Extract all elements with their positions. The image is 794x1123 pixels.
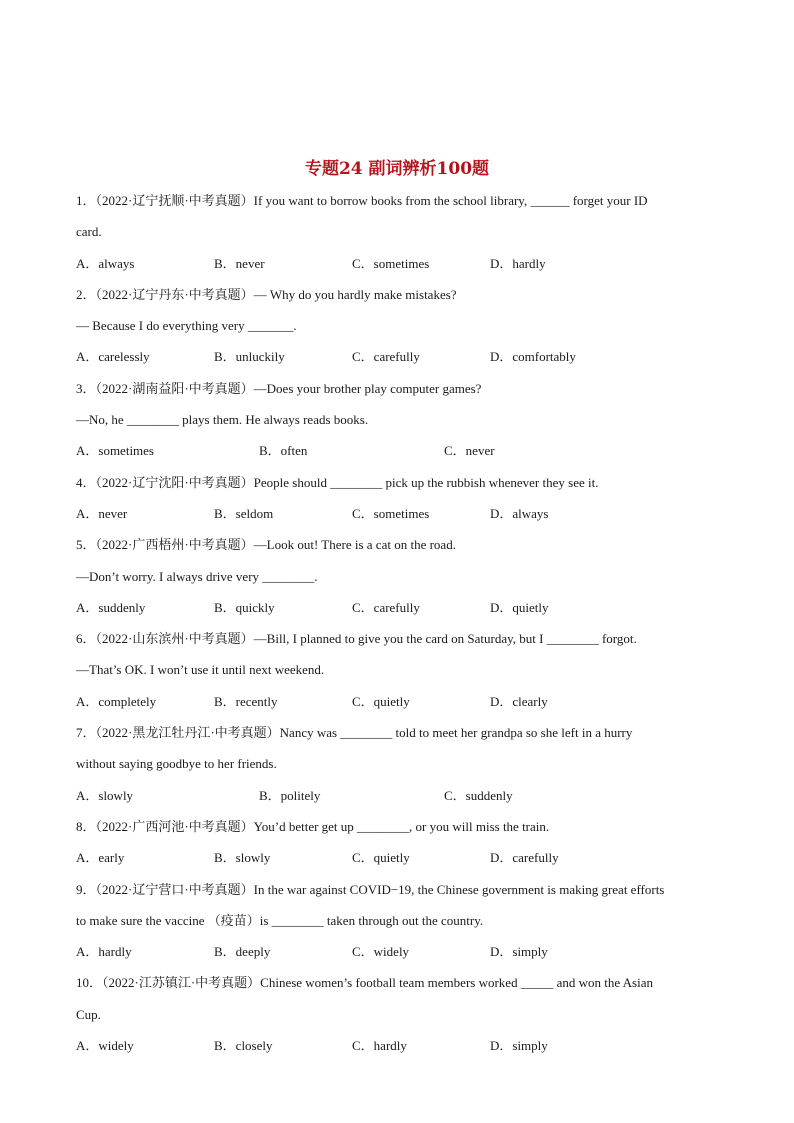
answer-options: [76, 780, 716, 811]
question-line: —No, he ________ plays them. He always reads books.: [76, 412, 369, 428]
option-c: C．widely: [352, 944, 410, 960]
question-stem: 2．（2022·辽宁丹东·中考真题）— Why do you hardly make mistakes?: [76, 286, 457, 302]
question-line: to make sure the vaccine （疫苗）is ________ taken through out the country.: [76, 912, 484, 928]
question-2: [76, 279, 716, 373]
question-1: [76, 185, 716, 279]
option-b: B．seldom: [214, 505, 274, 521]
question-stem: 1．（2022·辽宁抚顺·中考真题）If you want to borrow books from the school library, ______ forget your ID: [76, 193, 648, 208]
option-d: D．comfortably: [490, 349, 576, 365]
option-d: D．always: [490, 505, 549, 521]
option-c: C．quietly: [352, 850, 410, 866]
question-line: — Because I do everything very _______.: [76, 318, 297, 334]
option-b: B．never: [214, 255, 265, 271]
question-3: [76, 373, 716, 467]
question-stem: 7．（2022·黑龙江牡丹江·中考真题）Nancy was ________ told to meet her grandpa so she left in a hurry: [76, 725, 633, 741]
option-b: B．politely: [259, 787, 321, 803]
question-stem: 8．（2022·广西河池·中考真题）You’d better get up ________, or you will miss the train.: [76, 818, 550, 834]
answer-options: [76, 686, 716, 717]
option-b: B．closely: [214, 1038, 273, 1054]
option-c: C．carefully: [352, 599, 420, 615]
question-line: card.: [76, 224, 102, 240]
question-stem: 6．（2022·山东滨州·中考真题）—Bill, I planned to give you the card on Saturday, but I ________ forgot.: [76, 631, 637, 647]
option-a: A．always: [76, 255, 135, 271]
answer-options: [76, 435, 716, 466]
option-b: B．unluckily: [214, 349, 285, 365]
question-7: [76, 717, 716, 811]
answer-options: [76, 498, 716, 529]
option-d: D．carefully: [490, 850, 559, 866]
question-stem: 5．（2022·广西梧州·中考真题）—Look out! There is a cat on the road.: [76, 537, 456, 553]
question-4: [76, 467, 716, 530]
page-title: 专题24 副词辨析100题: [304, 159, 490, 179]
option-b: B．deeply: [214, 944, 271, 960]
option-a: A．early: [76, 850, 125, 866]
option-a: A．never: [76, 505, 128, 521]
option-d: D．clearly: [490, 693, 548, 709]
question-stem: 10．（2022·江苏镇江·中考真题）Chinese women’s football team members worked _____ and won the Asian: [76, 975, 653, 991]
option-d: D．quietly: [490, 599, 549, 615]
answer-options: [76, 1030, 716, 1061]
option-b: B．recently: [214, 693, 278, 709]
answer-options: [76, 341, 716, 372]
answer-options: [76, 248, 716, 279]
answer-options: [76, 936, 716, 967]
option-a: A．widely: [76, 1038, 134, 1054]
question-9: [76, 874, 716, 968]
option-c: C．hardly: [352, 1038, 407, 1054]
option-c: C．quietly: [352, 693, 410, 709]
question-stem: 3．（2022·湖南益阳·中考真题）—Does your brother play computer games?: [76, 380, 482, 396]
option-c: C．never: [444, 443, 495, 459]
option-c: C．sometimes: [352, 505, 430, 521]
question-stem: 9．（2022·辽宁营口·中考真题）In the war against COVID−19, the Chinese government is making great efforts: [76, 881, 665, 897]
option-c: C．suddenly: [444, 787, 513, 803]
option-b: B．often: [259, 443, 308, 459]
option-d: D．hardly: [490, 255, 546, 271]
question-stem: 4．（2022·辽宁沈阳·中考真题）People should ________ pick up the rubbish whenever they see it.: [76, 474, 599, 490]
option-c: C．carefully: [352, 349, 420, 365]
question-line: without saying goodbye to her friends.: [76, 756, 277, 772]
option-b: B．quickly: [214, 599, 275, 615]
option-a: A．carelessly: [76, 349, 150, 365]
question-8: [76, 811, 716, 874]
question-list: [76, 185, 716, 1061]
option-a: A．suddenly: [76, 599, 146, 615]
question-10: [76, 967, 716, 1061]
question-5: [76, 529, 716, 623]
option-a: A．hardly: [76, 944, 132, 960]
answer-options: [76, 842, 716, 873]
option-d: D．simply: [490, 944, 548, 960]
option-a: A．sometimes: [76, 443, 154, 459]
question-line: Cup.: [76, 1006, 101, 1022]
answer-options: [76, 592, 716, 623]
option-d: D．simply: [490, 1038, 548, 1054]
question-line: —Don’t worry. I always drive very ________.: [76, 568, 318, 584]
option-a: A．slowly: [76, 787, 134, 803]
option-c: C．sometimes: [352, 255, 430, 271]
question-line: —That’s OK. I won’t use it until next weekend.: [76, 662, 325, 678]
option-a: A．completely: [76, 693, 157, 709]
question-6: [76, 623, 716, 717]
option-b: B．slowly: [214, 850, 271, 866]
